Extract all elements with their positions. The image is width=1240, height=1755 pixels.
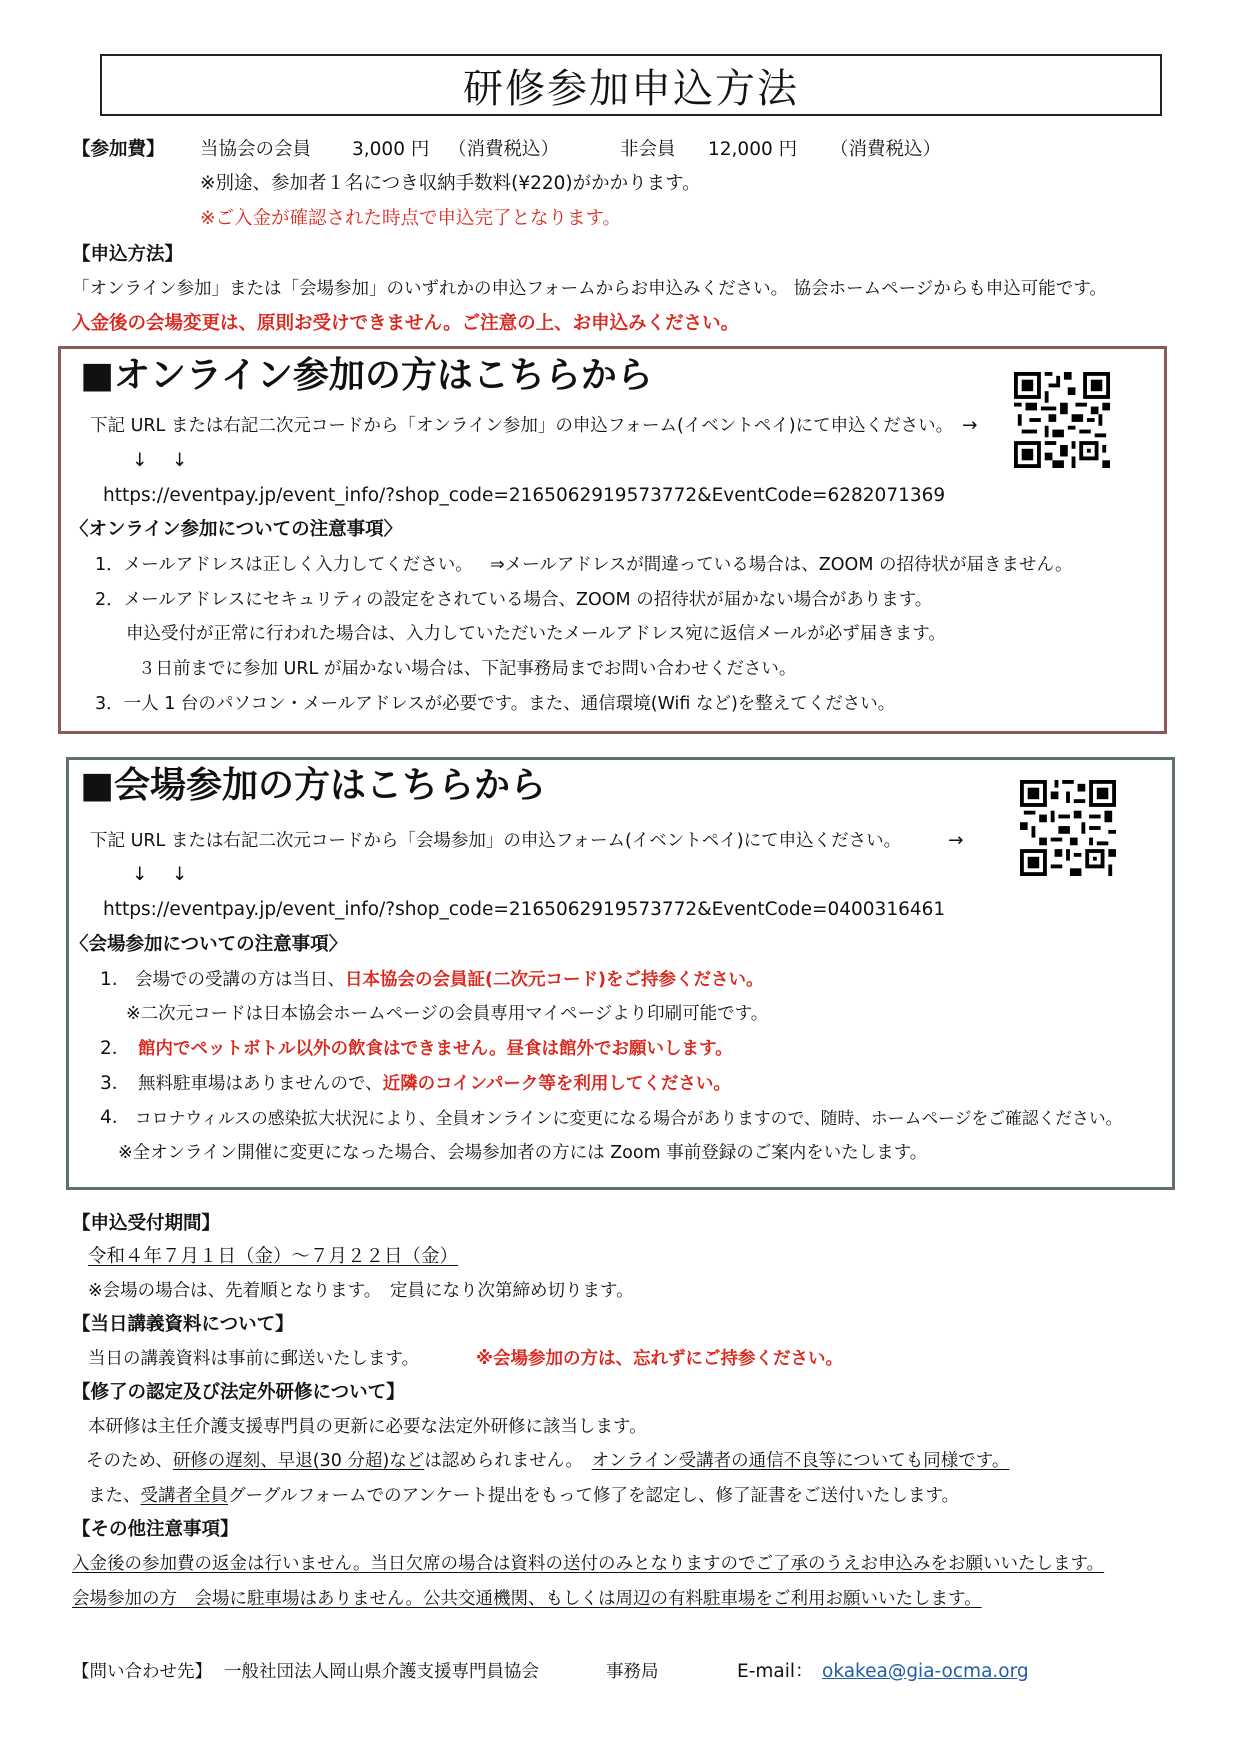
online-note-2b: 申込受付が正常に行われた場合は、入力していただいたメールアドレス宛に返信メールが必ず届きます。: [126, 624, 946, 644]
method-warning: 入金後の会場変更は、原則お受けできません。ご注意の上、お申込みください。: [72, 313, 740, 334]
fee-nonmember-label: 非会員: [620, 139, 676, 160]
venue-heading: ■会場参加の方はこちらから: [80, 765, 547, 806]
venue-note-2: 館内でペットボトル以外の飲食はできません。昼食は館外でお願いします。: [138, 1039, 733, 1059]
certification-label: 【修了の認定及び法定外研修について】: [72, 1382, 405, 1403]
other-line-2: 会場参加の方 会場に駐車場はありません。公共交通機関、もしくは周辺の有料駐車場をご利用お願いいたします。: [72, 1589, 982, 1609]
venue-note-1-sub: ※二次元コードは日本協会ホームページの会員専用マイページより印刷可能です。: [126, 1004, 769, 1024]
online-heading: ■オンライン参加の方はこちらから: [80, 355, 653, 396]
online-note-1a: 1．メールアドレスは正しく入力してください。: [95, 555, 473, 575]
fee-label: 【参加費】: [72, 139, 165, 160]
online-arrows-down: ↓ ↓: [132, 450, 188, 471]
contact-office: 事務局: [606, 1662, 659, 1682]
online-qr-code[interactable]: [1014, 372, 1110, 468]
fee-member-label: 当協会の会員: [200, 139, 312, 160]
online-arrow-right: →: [962, 415, 978, 436]
method-text: 「オンライン参加」または「会場参加」のいずれかの申込フォームからお申込みください。 協会ホームページからも申込可能です。: [72, 279, 1107, 299]
fee-member-tax: （消費税込）: [448, 139, 560, 160]
contact-email-label: E-mail：: [737, 1661, 814, 1682]
online-note-2: 2．メールアドレスにセキュリティの設定をされている場合、ZOOM の招待状が届かない場合があります。: [95, 590, 933, 610]
fee-member-price: 3,000 円: [352, 139, 430, 160]
venue-note-2-num: 2．: [100, 1038, 131, 1059]
venue-arrow-right: →: [948, 830, 964, 851]
contact-org: 一般社団法人岡山県介護支援専門員協会: [224, 1662, 539, 1682]
online-note-2c: ３日前までに参加 URL が届かない場合は、下記事務局までお問い合わせください。: [138, 659, 797, 679]
other-line-1: 入金後の参加費の返金は行いません。当日欠席の場合は資料の送付のみとなりますのでご了承のうえお申込みをお願いいたします。: [72, 1554, 1105, 1574]
venue-note-1-num: 1.: [100, 969, 118, 990]
certification-line-1: 本研修は主任介護支援専門員の更新に必要な法定外研修に該当します。: [88, 1417, 647, 1437]
page-title: 研修参加申込方法: [463, 65, 799, 112]
online-instruction: 下記 URL または右記二次元コードから「オンライン参加」の申込フォーム(イベントペイ)にて申込ください。: [90, 416, 954, 436]
fee-nonmember-price: 12,000 円: [708, 139, 798, 160]
venue-qr-code[interactable]: [1020, 780, 1116, 876]
period-dates: 令和４年７月１日（金）～７月２２日（金）: [88, 1246, 459, 1267]
venue-note-5: ※全オンライン開催に変更になった場合、会場参加者の方には Zoom 事前登録のご案内をいたします。: [118, 1143, 928, 1163]
venue-note-1: 会場での受講の方は当日、日本協会の会員証(二次元コード)をご持参ください。: [135, 970, 764, 990]
certification-line-2: そのため、研修の遅刻、早退(30 分超)などは認められません。 オンライン受講者の通信不良等についても同様です。: [86, 1451, 1010, 1471]
venue-note-3: 無料駐車場はありませんので、近隣のコインパーク等を利用してください。: [138, 1074, 731, 1094]
venue-arrows-down: ↓ ↓: [132, 864, 188, 885]
fee-note: ※別途、参加者１名につき収納手数料(¥220)がかかります。: [200, 173, 701, 194]
page-title-box: [100, 54, 1162, 116]
online-note-1b: ⇒メールアドレスが間違っている場合は、ZOOM の招待状が届きません。: [490, 555, 1073, 575]
method-label: 【申込方法】: [72, 244, 184, 265]
online-notes-heading: 〈オンライン参加についての注意事項〉: [70, 519, 403, 540]
fee-nonmember-tax: （消費税込）: [830, 139, 942, 160]
contact-label: 【問い合わせ先】: [72, 1662, 212, 1682]
materials-red: ※会場参加の方は、忘れずにご持参ください。: [476, 1349, 844, 1369]
materials-text: 当日の講義資料は事前に郵送いたします。: [88, 1349, 420, 1369]
contact-email-link[interactable]: okakea@gia-ocma.org: [822, 1661, 1029, 1682]
online-note-3: 3．一人 1 台のパソコン・メールアドレスが必要です。また、通信環境(Wifi など)を整えてください。: [95, 694, 896, 714]
period-note: ※会場の場合は、先着順となります。 定員になり次第締め切ります。: [88, 1281, 634, 1301]
venue-notes-heading: 〈会場参加についての注意事項〉: [70, 934, 348, 955]
venue-note-4-num: 4.: [100, 1107, 118, 1128]
online-url-link[interactable]: https://eventpay.jp/event_info/?shop_code=2165062919573772&EventCode=6282071369: [103, 485, 946, 506]
venue-url-link[interactable]: https://eventpay.jp/event_info/?shop_code=2165062919573772&EventCode=0400316461: [103, 899, 946, 920]
other-label: 【その他注意事項】: [72, 1519, 239, 1540]
fee-note-red: ※ご入金が確認された時点で申込完了となります。: [200, 208, 622, 229]
materials-label: 【当日講義資料について】: [72, 1314, 294, 1335]
period-label: 【申込受付期間】: [72, 1213, 221, 1234]
venue-instruction: 下記 URL または右記二次元コードから「会場参加」の申込フォーム(イベントペイ)にて申込ください。: [90, 831, 902, 851]
certification-line-3: また、受講者全員グーグルフォームでのアンケート提出をもって修了を認定し、修了証書をご送付いたします。: [88, 1486, 960, 1506]
venue-note-4: コロナウィルスの感染拡大状況により、全員オンラインに変更になる場合がありますので、随時、ホームページをご確認ください。: [135, 1108, 1123, 1128]
venue-note-3-num: 3．: [100, 1073, 131, 1094]
